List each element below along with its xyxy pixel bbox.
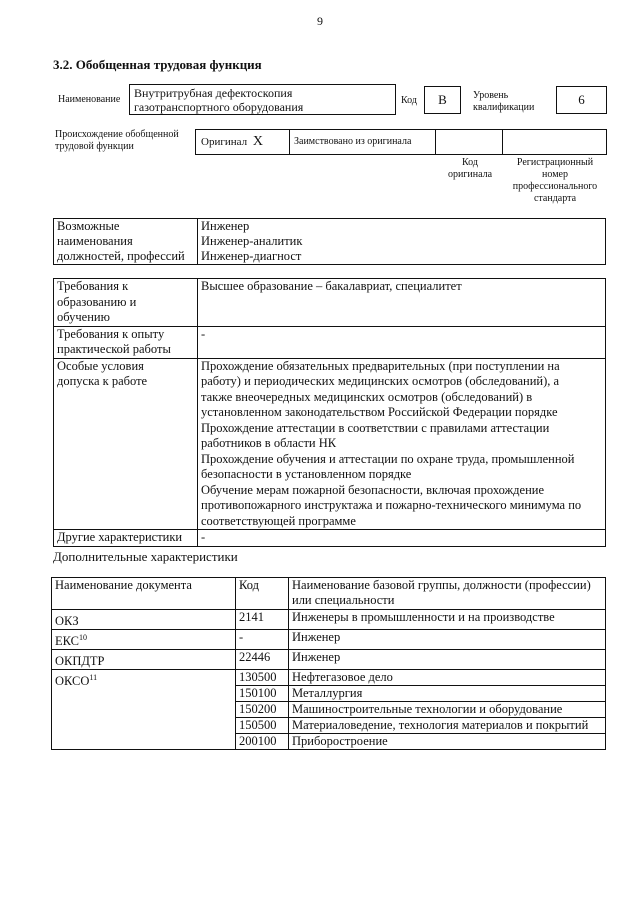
- requirement-row-special-conditions: [54, 358, 606, 530]
- level-label-line-1: Уровень: [473, 90, 509, 101]
- borrowed-cell: Заимствовано из оригинала: [290, 130, 436, 154]
- code-cell: 2141: [236, 610, 289, 630]
- positions-label-line-2: наименования: [57, 234, 133, 248]
- position-item: Инженер-аналитик: [201, 234, 303, 248]
- requirement-value-line: соответствующей программе: [201, 513, 356, 528]
- requirement-value-line: Обучение мерам пожарной безопасности, включая прохождение: [201, 482, 544, 497]
- code-label: Код: [401, 95, 417, 106]
- requirement-label: [54, 530, 198, 547]
- requirement-row-experience: [54, 326, 606, 358]
- function-name-line-2: газотранспортного оборудования: [134, 100, 304, 114]
- additional-table: [51, 577, 606, 750]
- header-code: Код: [236, 578, 289, 610]
- header-doc: Наименование документа: [52, 578, 236, 610]
- requirement-row-other: [54, 530, 606, 547]
- requirement-row-education: [54, 279, 606, 327]
- requirement-label-line: Требования к опыту: [57, 326, 165, 341]
- requirement-label: [54, 326, 198, 358]
- positions-value-cell: [198, 219, 606, 265]
- requirement-value-line: также внеочередных медицинских осмотров (обследований) в: [201, 389, 533, 404]
- doc-cell: [52, 670, 236, 750]
- code-cell: 130500: [236, 670, 289, 686]
- additional-header-row: [52, 578, 606, 610]
- table-row: [52, 630, 606, 650]
- name-cell: Металлургия: [289, 686, 606, 702]
- requirement-value-line: Прохождение аттестации в соответствии с правилами аттестации: [201, 420, 550, 435]
- position-item: Инженер: [201, 219, 250, 233]
- level-value: 6: [556, 86, 607, 114]
- positions-table: [53, 218, 606, 265]
- name-cell: Материаловедение, технология материалов и покрытий: [289, 718, 606, 734]
- code-original-caption-1: Код: [462, 157, 478, 168]
- requirement-value-line: противопожарного инструктажа и пожарно-технического минимума по: [201, 498, 582, 512]
- section-title: 3.2. Обобщенная трудовая функция: [53, 57, 262, 72]
- table-row: [52, 650, 606, 670]
- name-cell: Инженеры в промышленности и на производстве: [289, 610, 606, 630]
- level-label-line-2: квалификации: [473, 102, 535, 113]
- requirement-label: [54, 358, 198, 530]
- origin-label-line-1: Происхождение обобщенной: [55, 129, 179, 140]
- code-cell: 22446: [236, 650, 289, 670]
- requirement-value-line: Прохождение обучения и аттестации по охране труда, промышленной: [201, 451, 575, 466]
- level-label: [473, 90, 534, 114]
- requirement-label-line: практической работы: [57, 342, 171, 356]
- code-original-caption: [436, 157, 504, 181]
- name-cell: Инженер: [289, 650, 606, 670]
- doc-cell: [52, 630, 236, 650]
- doc-cell: [52, 610, 236, 630]
- original-mark: X: [252, 134, 263, 149]
- header-name: Наименование базовой группы, должности (профессии) или специальности: [289, 578, 606, 610]
- reg-caption-1: Регистрационный: [516, 157, 594, 168]
- requirement-value-line: безопасности в установленном порядке: [201, 467, 412, 481]
- code-original-caption-2: оригинала: [447, 169, 493, 180]
- footnote-ref: 10: [79, 633, 87, 643]
- requirement-label-line: образованию и: [57, 294, 137, 309]
- requirement-label: [54, 279, 198, 327]
- requirement-label-line: Особые условия: [57, 358, 144, 373]
- code-cell: 150200: [236, 702, 289, 718]
- positions-label-line-1: Возможные: [57, 219, 120, 233]
- page-number: 9: [317, 14, 323, 28]
- reg-number-caption: [502, 157, 608, 205]
- doc-name: ОКЗ: [55, 614, 79, 629]
- requirement-value: [198, 279, 606, 327]
- reg-caption-2: номер: [542, 169, 568, 180]
- positions-label-line-3: должностей, профессий: [57, 249, 185, 263]
- name-cell: Инженер: [289, 630, 606, 650]
- code-cell: 200100: [236, 734, 289, 750]
- doc-name: ОКПДТР: [55, 654, 105, 669]
- additional-title: Дополнительные характеристики: [53, 549, 238, 564]
- requirement-value: [198, 358, 606, 530]
- reg-caption-4: стандарта: [533, 193, 577, 204]
- requirement-value: [198, 530, 606, 547]
- doc-cell: [52, 650, 236, 670]
- position-item: Инженер-диагност: [201, 249, 302, 263]
- footnote-ref: 11: [89, 673, 98, 683]
- requirement-value-line: установленном законодательством Российской Федерации порядке: [201, 405, 558, 419]
- function-name-line-1: Внутритрубная дефектоскопия: [134, 86, 293, 100]
- requirements-table: [53, 278, 606, 547]
- original-label: Оригинал: [201, 136, 248, 148]
- origin-label-line-2: трудовой функции: [55, 141, 134, 152]
- requirement-label-line: Другие характеристики: [57, 530, 183, 544]
- table-row: [52, 670, 606, 686]
- reg-number-cell: [503, 130, 606, 154]
- requirement-value-line: -: [201, 326, 206, 341]
- requirement-value-line: Высшее образование – бакалавриат, специалитет: [201, 279, 462, 293]
- function-name-box: [129, 84, 396, 115]
- requirement-value-line: работников в области НК: [201, 436, 337, 450]
- name-cell: Машиностроительные технологии и оборудование: [289, 702, 606, 718]
- code-cell: -: [236, 630, 289, 650]
- name-label: Наименование: [58, 94, 121, 105]
- requirement-label-line: Требования к: [57, 279, 129, 293]
- code-cell: 150500: [236, 718, 289, 734]
- code-value: B: [424, 86, 461, 114]
- origin-box: [195, 129, 607, 155]
- name-cell: Нефтегазовое дело: [289, 670, 606, 686]
- positions-row: [54, 219, 606, 265]
- origin-label: [55, 129, 179, 153]
- doc-name: ОКСО: [55, 674, 90, 689]
- positions-label-cell: [54, 219, 198, 265]
- doc-name: ЕКС: [55, 634, 79, 649]
- name-cell: Приборостроение: [289, 734, 606, 750]
- original-cell: [196, 130, 290, 154]
- requirement-value-line: Прохождение обязательных предварительных (при поступлении на: [201, 358, 560, 373]
- reg-caption-3: профессионального: [512, 181, 598, 192]
- code-cell: 150100: [236, 686, 289, 702]
- requirement-value: [198, 326, 606, 358]
- requirement-value-line: работу) и периодических медицинских осмотров (обследований), а: [201, 374, 560, 388]
- code-original-cell: [436, 130, 503, 154]
- requirement-label-line: обучению: [57, 310, 110, 324]
- table-row: [52, 610, 606, 630]
- requirement-label-line: допуска к работе: [57, 374, 148, 388]
- requirement-value-line: -: [201, 530, 206, 544]
